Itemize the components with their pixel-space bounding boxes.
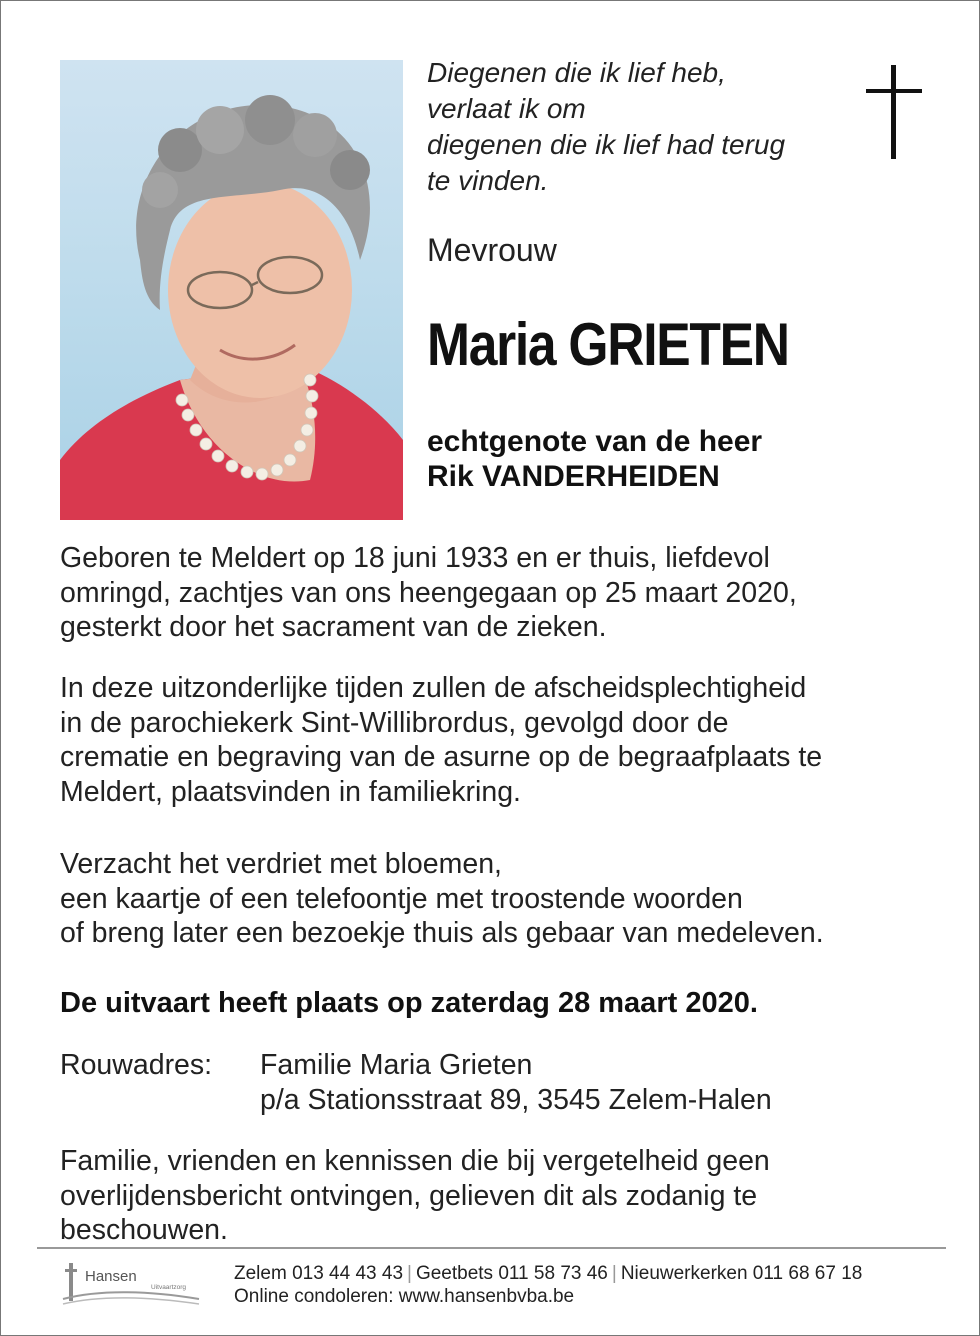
phone-geetbets: Geetbets 011 58 73 46 bbox=[415, 1263, 608, 1284]
ceremony-info-paragraph bbox=[60, 671, 940, 809]
address-line: p/a Stationsstraat 89, 3545 Zelem-Halen bbox=[260, 1083, 772, 1116]
paragraph-line: of breng later een bezoekje thuis als gebaar van medeleven. bbox=[60, 917, 824, 949]
address-label: Rouwadres: bbox=[60, 1049, 213, 1081]
footer-contact bbox=[234, 1262, 862, 1308]
phone-nieuwerkerken: Nieuwerkerken 011 68 67 18 bbox=[620, 1263, 863, 1284]
notice-paragraph bbox=[60, 1144, 940, 1248]
paragraph-line: Meldert, plaatsvinden in familiekring. bbox=[60, 775, 521, 808]
paragraph-line: overlijdensbericht ontvingen, gelieven dit als zodanig te bbox=[60, 1179, 758, 1212]
hansen-logo bbox=[61, 1259, 201, 1309]
portrait-illustration bbox=[60, 60, 403, 520]
paragraph-line: beschouwen. bbox=[60, 1214, 228, 1246]
spouse-line: Rik VANDERHEIDEN bbox=[427, 460, 720, 493]
separator: | bbox=[611, 1263, 617, 1284]
paragraph-line: Geboren te Meldert op 18 juni 1933 en er thuis, liefdevol bbox=[60, 542, 770, 574]
cross-icon bbox=[866, 65, 922, 159]
condolence-paragraph bbox=[60, 847, 940, 951]
online-condolence: Online condoleren: www.hansenbvba.be bbox=[234, 1286, 575, 1307]
poem-line: te vinden. bbox=[427, 165, 549, 196]
logo-name: Hansen bbox=[85, 1268, 137, 1285]
paragraph-line: crematie en begraving van de asurne op de begraafplaats te bbox=[60, 741, 823, 773]
poem-line: verlaat ik om bbox=[427, 93, 586, 124]
paragraph-line: in de parochiekerk Sint-Willibrordus, gevolgd door de bbox=[60, 706, 729, 739]
poem-line: Diegenen die ik lief heb, bbox=[427, 57, 726, 88]
separator: | bbox=[407, 1263, 412, 1284]
paragraph-line: Verzacht het verdriet met bloemen, bbox=[60, 848, 502, 880]
address-line: Familie Maria Grieten bbox=[260, 1049, 533, 1081]
paragraph-line: omringd, zachtjes van ons heengegaan op 25 maart 2020, bbox=[60, 576, 797, 609]
poem bbox=[427, 55, 847, 199]
paragraph-line: gesterkt door het sacrament van de zieken. bbox=[60, 611, 607, 643]
salutation: Mevrouw bbox=[427, 232, 557, 268]
portrait-photo bbox=[60, 60, 403, 520]
footer-divider bbox=[37, 1247, 946, 1249]
paragraph-line: In deze uitzonderlijke tijden zullen de afscheidsplechtigheid bbox=[60, 672, 807, 704]
phone-numbers bbox=[234, 1262, 862, 1285]
paragraph-line: een kaartje of een telefoontje met troostende woorden bbox=[60, 882, 743, 915]
spouse-line: echtgenote van de heer bbox=[427, 425, 763, 458]
paragraph-line: Familie, vrienden en kennissen die bij vergetelheid geen bbox=[60, 1145, 770, 1177]
deceased-name: Maria GRIETEN bbox=[427, 311, 789, 378]
logo-subtitle: Uitvaartzorg bbox=[151, 1284, 187, 1291]
spouse-info bbox=[427, 424, 762, 494]
funeral-date: De uitvaart heeft plaats op zaterdag 28 maart 2020. bbox=[60, 987, 758, 1019]
mourning-address bbox=[260, 1048, 772, 1117]
phone-zelem: Zelem 013 44 43 43 bbox=[234, 1263, 404, 1284]
poem-line: diegenen die ik lief had terug bbox=[427, 129, 786, 160]
birth-death-paragraph bbox=[60, 541, 940, 645]
